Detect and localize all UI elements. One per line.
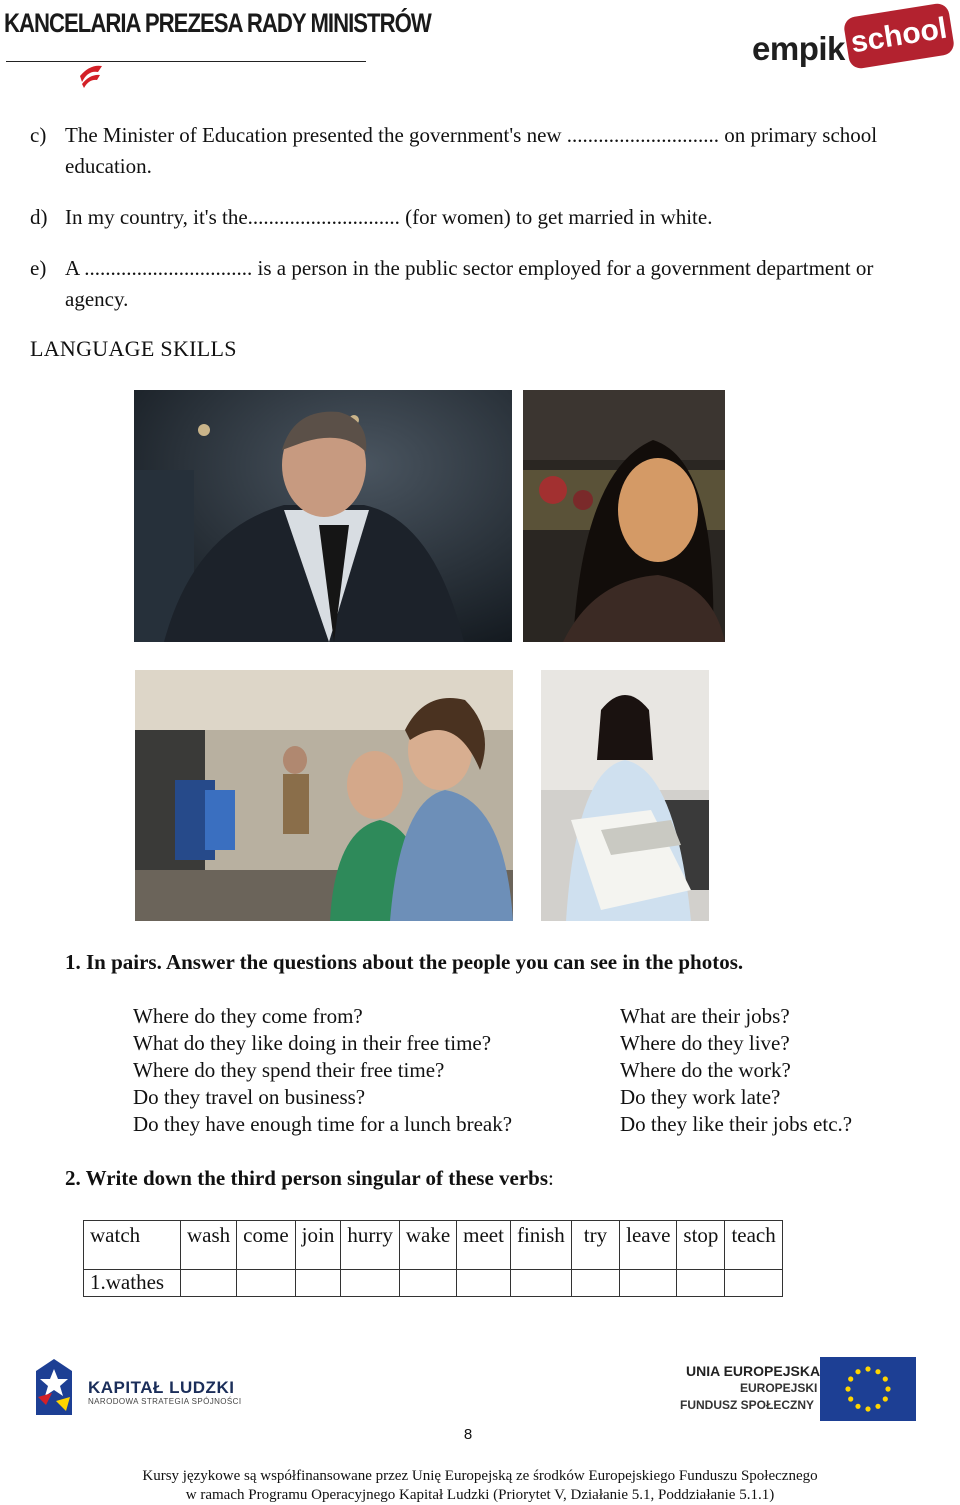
task2-title — [65, 1166, 554, 1191]
verb-cell: meet — [457, 1221, 511, 1270]
verb-cell: come — [237, 1221, 295, 1270]
kprm-logo-text: KANCELARIA PREZESA RADY MINISTRÓW — [4, 8, 431, 38]
answer-cell[interactable] — [181, 1270, 237, 1297]
question: Do they work late? — [620, 1085, 781, 1109]
question: Do they like their jobs etc.? — [620, 1112, 853, 1136]
sentence-text: A ................................ is a person in the public sector employed for a government department or agency. — [65, 256, 874, 311]
eu-line2: EUROPEJSKI — [740, 1381, 818, 1395]
answer-cell[interactable] — [237, 1270, 295, 1297]
question: Where do they live? — [620, 1031, 790, 1055]
flag-icon — [76, 56, 106, 90]
question: Where do the work? — [620, 1058, 791, 1082]
question: What are their jobs? — [620, 1004, 790, 1028]
photo-woman — [523, 390, 725, 642]
sentence-text: The Minister of Education presented the government's new ............................. on primary school education. — [65, 123, 878, 178]
answer-cell[interactable] — [510, 1270, 571, 1297]
task2-title-colon: : — [548, 1166, 554, 1190]
question: Do they have enough time for a lunch break? — [133, 1112, 513, 1136]
verb-cell: join — [295, 1221, 341, 1270]
school-logo-badge: school — [843, 2, 956, 70]
eu-line1: UNIA EUROPEJSKA — [686, 1363, 821, 1379]
kprm-logo-rule — [6, 61, 366, 62]
answer-cell[interactable]: 1.wathes — [84, 1270, 181, 1297]
page-number: 8 — [463, 1426, 473, 1443]
empik-logo-word: empik — [752, 30, 845, 67]
photo-nurse — [541, 670, 709, 921]
answer-cell[interactable] — [341, 1270, 400, 1297]
verb-cell: wash — [181, 1221, 237, 1270]
photo-businessman — [134, 390, 512, 642]
answer-cell[interactable] — [677, 1270, 725, 1297]
verb-cell: watch — [84, 1221, 181, 1270]
kapital-ludzki-subtitle: NARODOWA STRATEGIA SPÓJNOŚCI — [88, 1397, 242, 1406]
verb-cell: hurry — [341, 1221, 400, 1270]
question: Where do they spend their free time? — [133, 1058, 445, 1082]
section-heading: LANGUAGE SKILLS — [30, 336, 237, 361]
verb-cell: wake — [399, 1221, 456, 1270]
verb-cell: finish — [510, 1221, 571, 1270]
kapital-ludzki-title: KAPITAŁ LUDZKI — [88, 1378, 235, 1397]
task2-title-text: 2. Write down the third person singular of these verbs — [65, 1166, 549, 1190]
sentence-label: c) — [30, 123, 47, 147]
questions-left — [133, 1003, 603, 1138]
verb-cell: try — [571, 1221, 619, 1270]
footer-line-1: Kursy językowe są współfinansowane przez Unię Europejską ze środków Europejskiego Funduszu Społecznego — [142, 1468, 818, 1484]
footer-line-2: w ramach Programu Operacyjnego Kapitał Ludzki (Priorytet V, Działanie 5.1, Poddziałanie 5.1.1) — [185, 1487, 775, 1503]
answer-cell[interactable] — [725, 1270, 782, 1297]
verbs-table — [83, 1220, 783, 1297]
question: Where do they come from? — [133, 1004, 363, 1028]
task1-title: 1. In pairs. Answer the questions about the people you can see in the photos. — [65, 950, 744, 974]
questions-right — [620, 1003, 940, 1138]
answer-cell[interactable] — [295, 1270, 341, 1297]
kapital-ludzki-emblem-icon — [34, 1357, 74, 1417]
answer-cell[interactable] — [620, 1270, 677, 1297]
table-row — [84, 1270, 783, 1297]
answer-cell[interactable] — [571, 1270, 619, 1297]
sentence-text: In my country, it's the............................. (for women) to get married in white. — [65, 205, 713, 229]
verb-cell: leave — [620, 1221, 677, 1270]
question: Do they travel on business? — [133, 1085, 366, 1109]
question: What do they like doing in their free time? — [133, 1031, 492, 1055]
sentence-label: e) — [30, 256, 47, 280]
answer-cell[interactable] — [457, 1270, 511, 1297]
sentence-label: d) — [30, 205, 48, 229]
verb-cell: teach — [725, 1221, 782, 1270]
eu-flag-icon — [820, 1357, 916, 1421]
answer-cell[interactable] — [399, 1270, 456, 1297]
table-row — [84, 1221, 783, 1270]
eu-line3: FUNDUSZ SPOŁECZNY — [680, 1398, 815, 1412]
verb-cell: stop — [677, 1221, 725, 1270]
eu-logo-box — [660, 1345, 936, 1435]
photo-computer-lab — [135, 670, 513, 921]
